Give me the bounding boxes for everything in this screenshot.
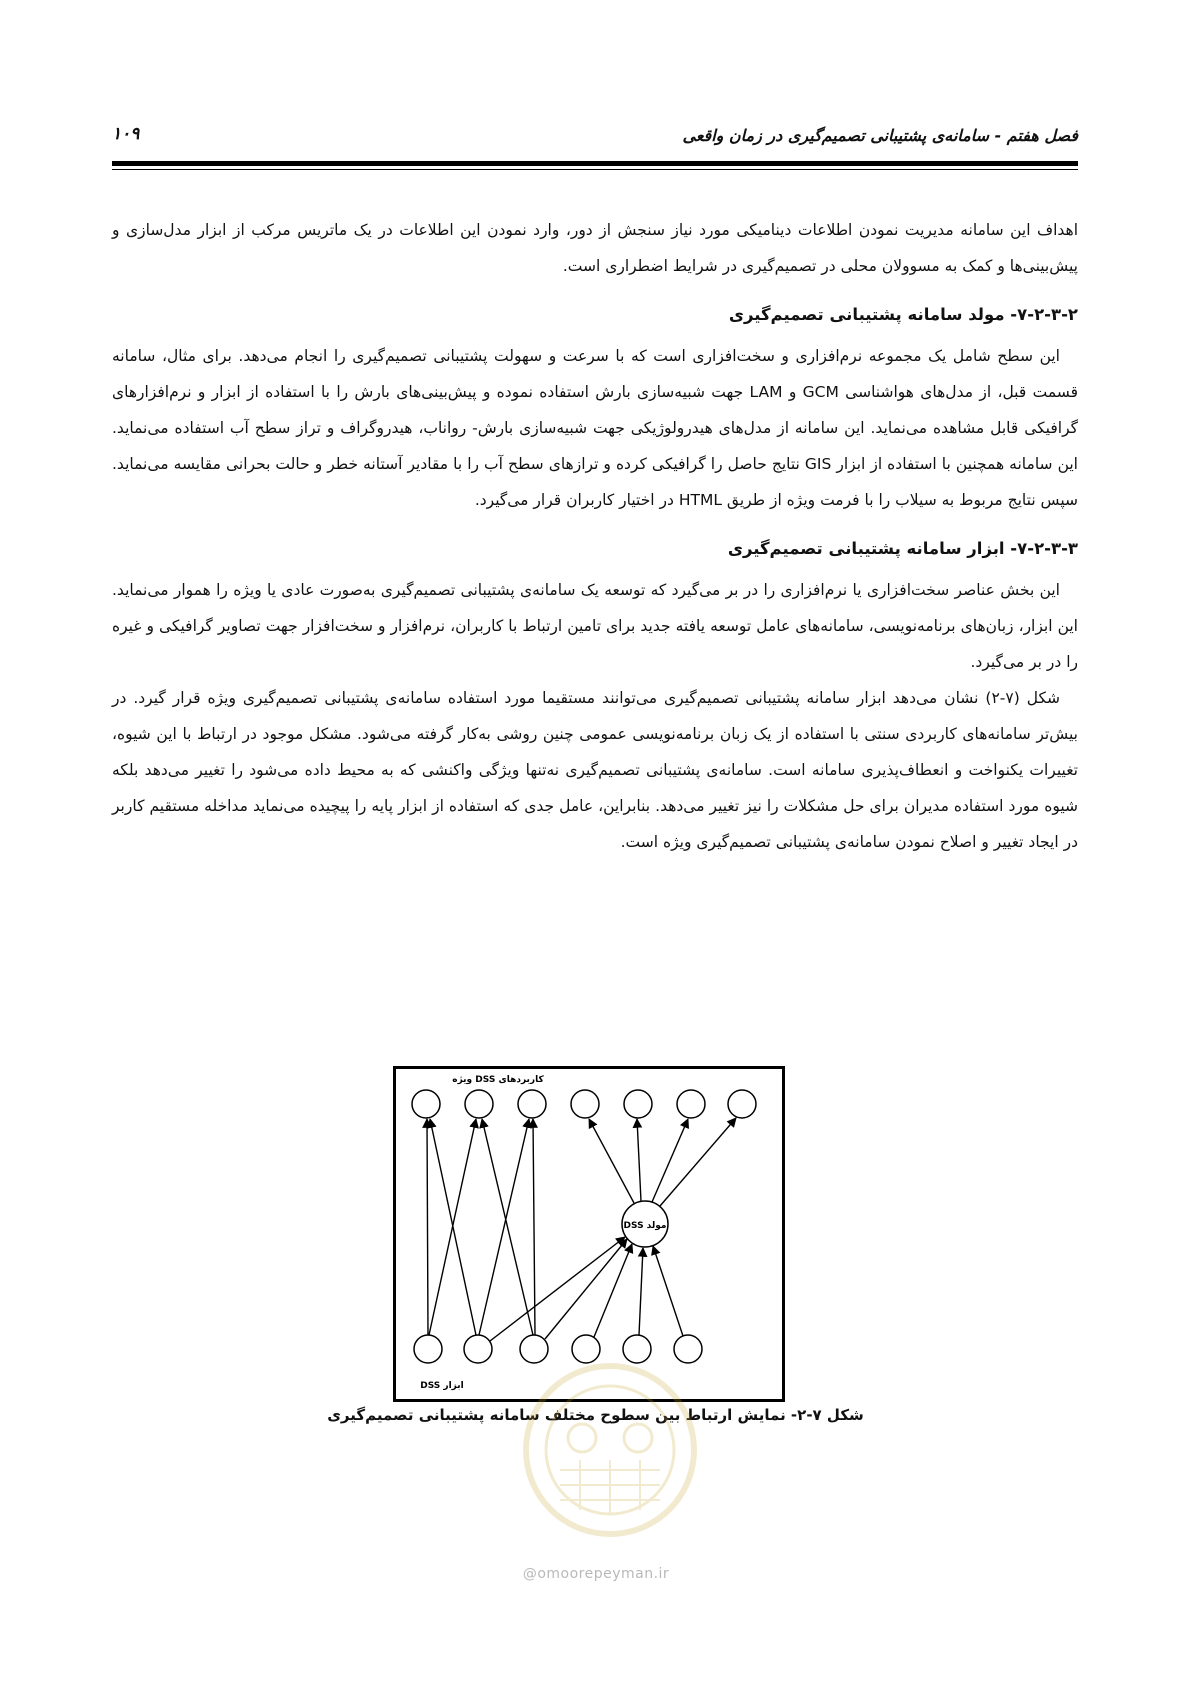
label-specific-dss: کاربردهای DSS ویژه bbox=[452, 1075, 544, 1085]
section-heading-dss-generator: ۷-۲-۳-۲- مولد سامانه پشتیبانی تصمیم‌گیری bbox=[728, 305, 1078, 324]
arrow bbox=[482, 1119, 533, 1335]
dss-tool-node bbox=[572, 1335, 600, 1363]
diagram-arrows bbox=[427, 1118, 736, 1341]
arrow bbox=[427, 1119, 428, 1335]
specific-dss-node bbox=[571, 1090, 599, 1118]
arrow bbox=[660, 1118, 736, 1206]
arrow bbox=[490, 1237, 625, 1341]
publisher-seal-watermark bbox=[520, 1360, 700, 1540]
header-rule-thin bbox=[112, 169, 1078, 170]
specific-dss-node bbox=[465, 1090, 493, 1118]
dss-tool-node bbox=[623, 1335, 651, 1363]
arrow bbox=[637, 1119, 641, 1201]
dss-levels-diagram bbox=[393, 1066, 785, 1402]
dss-tool-node bbox=[414, 1335, 442, 1363]
dss-tool-node bbox=[464, 1335, 492, 1363]
paragraph-dss-generator: این سطح شامل یک مجموعه نرم‌افزاری و سخت‌افزاری است که با سرعت و سهولت پشتیبانی تصمیم‌گیری را انجام می‌دهد. برای مثال، سامانه قسمت قبل، از مدل‌های هواشناسی GCM و LAM جهت شبیه‌سازی بارش استفاده نموده و پیش‌بینی‌های بارش را با استفاده از ابزار و نرم‌افزارهای گرافیکی قابل مشاهده می‌نماید. این سامانه از مدل‌های هیدرولوژیکی جهت شبیه‌سازی بارش- رواناب، هیدروگراف و تراز سطح آب استفاده می‌نماید. این سامانه همچنین با استفاده از ابزار GIS نتایج حاصل را گرافیکی کرده و ترازهای سطح آب را با مقادیر آستانه خطر و حالت بحرانی مقایسه می‌نماید. سپس نتایج مربوط به سیلاب را با فرمت ویژه از طریق HTML در اختیار کاربران قرار می‌گیرد. bbox=[112, 347, 1079, 509]
paragraph-dss-tools: این بخش عناصر سخت‌افزاری یا نرم‌افزاری را در بر می‌گیرد که توسعه یک سامانه‌ی پشتیبانی تصمیم‌گیری به‌صورت عادی یا ویژه را هموار می‌نماید. این ابزار، زبان‌های برنامه‌نویسی، سامانه‌های عامل توسعه یافته جدید برای تامین ارتباط با کاربران، نرم‌افزار و سخت‌افزار جهت تصاویر گرافیکی و غیره را در بر می‌گیرد. bbox=[112, 581, 1078, 671]
page-number: ۱۰۹ bbox=[112, 124, 140, 144]
arrow bbox=[594, 1244, 632, 1337]
arrow bbox=[479, 1119, 529, 1335]
intro-paragraph: اهداف این سامانه مدیریت نمودن اطلاعات دینامیکی مورد نیاز سنجش از دور، وارد نمودن این اطلاعات در یک ماتریس مرکب از ابزار مدل‌سازی و پیش‌بینی‌ها و کمک به مسوولان محلی در تصمیم‌گیری در شرایط اضطراری است. bbox=[112, 221, 1078, 275]
arrow bbox=[533, 1119, 535, 1335]
label-dss-generator: مولد DSS bbox=[623, 1221, 667, 1231]
section-heading-dss-tools: ۷-۲-۳-۳- ابزار سامانه پشتیبانی تصمیم‌گیری bbox=[727, 539, 1078, 558]
label-dss-tools: ابزار DSS bbox=[420, 1381, 464, 1391]
figure-caption: شکل ۷-۲- نمایش ارتباط بین سطوح مختلف سامانه پشتیبانی تصمیم‌گیری bbox=[327, 1406, 864, 1424]
body-text bbox=[112, 212, 1078, 860]
specific-dss-node bbox=[518, 1090, 546, 1118]
dss-tool-node bbox=[674, 1335, 702, 1363]
diagram-svg bbox=[396, 1069, 782, 1399]
arrow bbox=[589, 1119, 634, 1203]
dss-tool-nodes bbox=[414, 1335, 702, 1363]
watermark-site: @omoorepeyman.ir bbox=[522, 1566, 670, 1582]
specific-dss-node bbox=[728, 1090, 756, 1118]
header-rule-thick bbox=[112, 161, 1078, 166]
paragraph-figure-reference: شکل (۷-۲) نشان می‌دهد ابزار سامانه پشتیبانی تصمیم‌گیری می‌توانند مستقیما مورد استفاده سامانه‌ی پشتیبانی تصمیم‌گیری ویژه قرار گیرد. در بیش‌تر سامانه‌های کاربردی سنتی با استفاده از یک زبان برنامه‌نویسی عمومی چنین روشی به‌کار گرفته می‌شود. مشکل موجود در ارتباط با این شیوه، تغییرات یکنواخت و انعطاف‌پذیری سامانه است. سامانه‌ی پشتیبانی تصمیم‌گیری نه‌تنها ویژگی واکنشی که به محیط داده می‌شود را تغییر می‌دهد بلکه شیوه مورد استفاده مدیران برای حل مشکلات را نیز تغییر می‌دهد. بنابراین، عامل جدی که استفاده از ابزار پایه را پیچیده می‌نماید مداخله مستقیم کاربر در ایجاد تغییر و اصلاح نمودن سامانه‌ی پشتیبانی تصمیم‌گیری ویژه است. bbox=[112, 689, 1078, 851]
running-header bbox=[112, 126, 1078, 158]
chapter-title: فصل هفتم - سامانه‌ی پشتیبانی تصمیم‌گیری در زمان واقعی bbox=[682, 126, 1078, 145]
specific-dss-node bbox=[624, 1090, 652, 1118]
specific-dss-node bbox=[677, 1090, 705, 1118]
dss-tool-node bbox=[520, 1335, 548, 1363]
arrow bbox=[653, 1246, 683, 1336]
arrow bbox=[652, 1119, 688, 1202]
specific-dss-nodes bbox=[412, 1090, 756, 1118]
arrow bbox=[639, 1248, 643, 1335]
specific-dss-node bbox=[412, 1090, 440, 1118]
